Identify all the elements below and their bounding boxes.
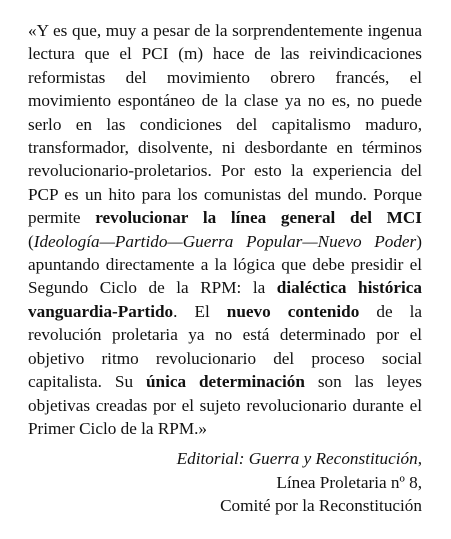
quote-bold-2: dialéctica histórica vanguardia-Partido bbox=[28, 278, 422, 321]
citation-work-line bbox=[28, 447, 422, 470]
quote-bold-4: única determinación bbox=[145, 372, 305, 392]
citation-work-separator: , bbox=[417, 449, 422, 469]
quote-text-2: ( bbox=[28, 231, 34, 251]
quote-paragraph bbox=[28, 19, 422, 440]
quote-text-3: ) apuntando directamente a la lógica que debe presidir el Segundo Ciclo de la RPM: la bbox=[28, 231, 422, 298]
quote-bold-3: nuevo contenido bbox=[226, 301, 360, 321]
quote-italic-1: Ideología—Partido—Guerra Popular—Nuevo Poder bbox=[33, 231, 417, 251]
document-page bbox=[28, 19, 422, 518]
quote-text-4: . El bbox=[173, 301, 227, 321]
quote-text-1: «Y es que, muy a pesar de la sorprendentemente ingenua lectura que el PCI (m) hace de las reivindicaciones reformistas del movimiento obrero francés, el movimiento espontáneo de la clase ya no es, no puede serlo en las condiciones del capitalismo maduro, transformador, disolvente, ni desbordante en términos revolucionario-proletarios. Por esto la experiencia del PCP es un hito para los comunistas del mundo. Porque permite bbox=[28, 21, 422, 228]
quote-text-6: son las leyes objetivas creadas por el sujeto revolucionario durante el Primer Ciclo de la RPM.» bbox=[28, 372, 422, 438]
citation-work: Editorial: Guerra y Reconstitución bbox=[176, 449, 418, 469]
citation-organization: Comité por la Reconstitución bbox=[220, 496, 422, 516]
citation-block bbox=[28, 447, 422, 517]
quote-text-5: de la revolución proletaria ya no está determinado por el objetivo ritmo revolucionario del proceso social capitalista. Su bbox=[28, 301, 422, 392]
quote-bold-1: revolucionar la línea general del MCI bbox=[95, 208, 422, 228]
citation-publication: Línea Proletaria nº 8, bbox=[276, 472, 422, 492]
